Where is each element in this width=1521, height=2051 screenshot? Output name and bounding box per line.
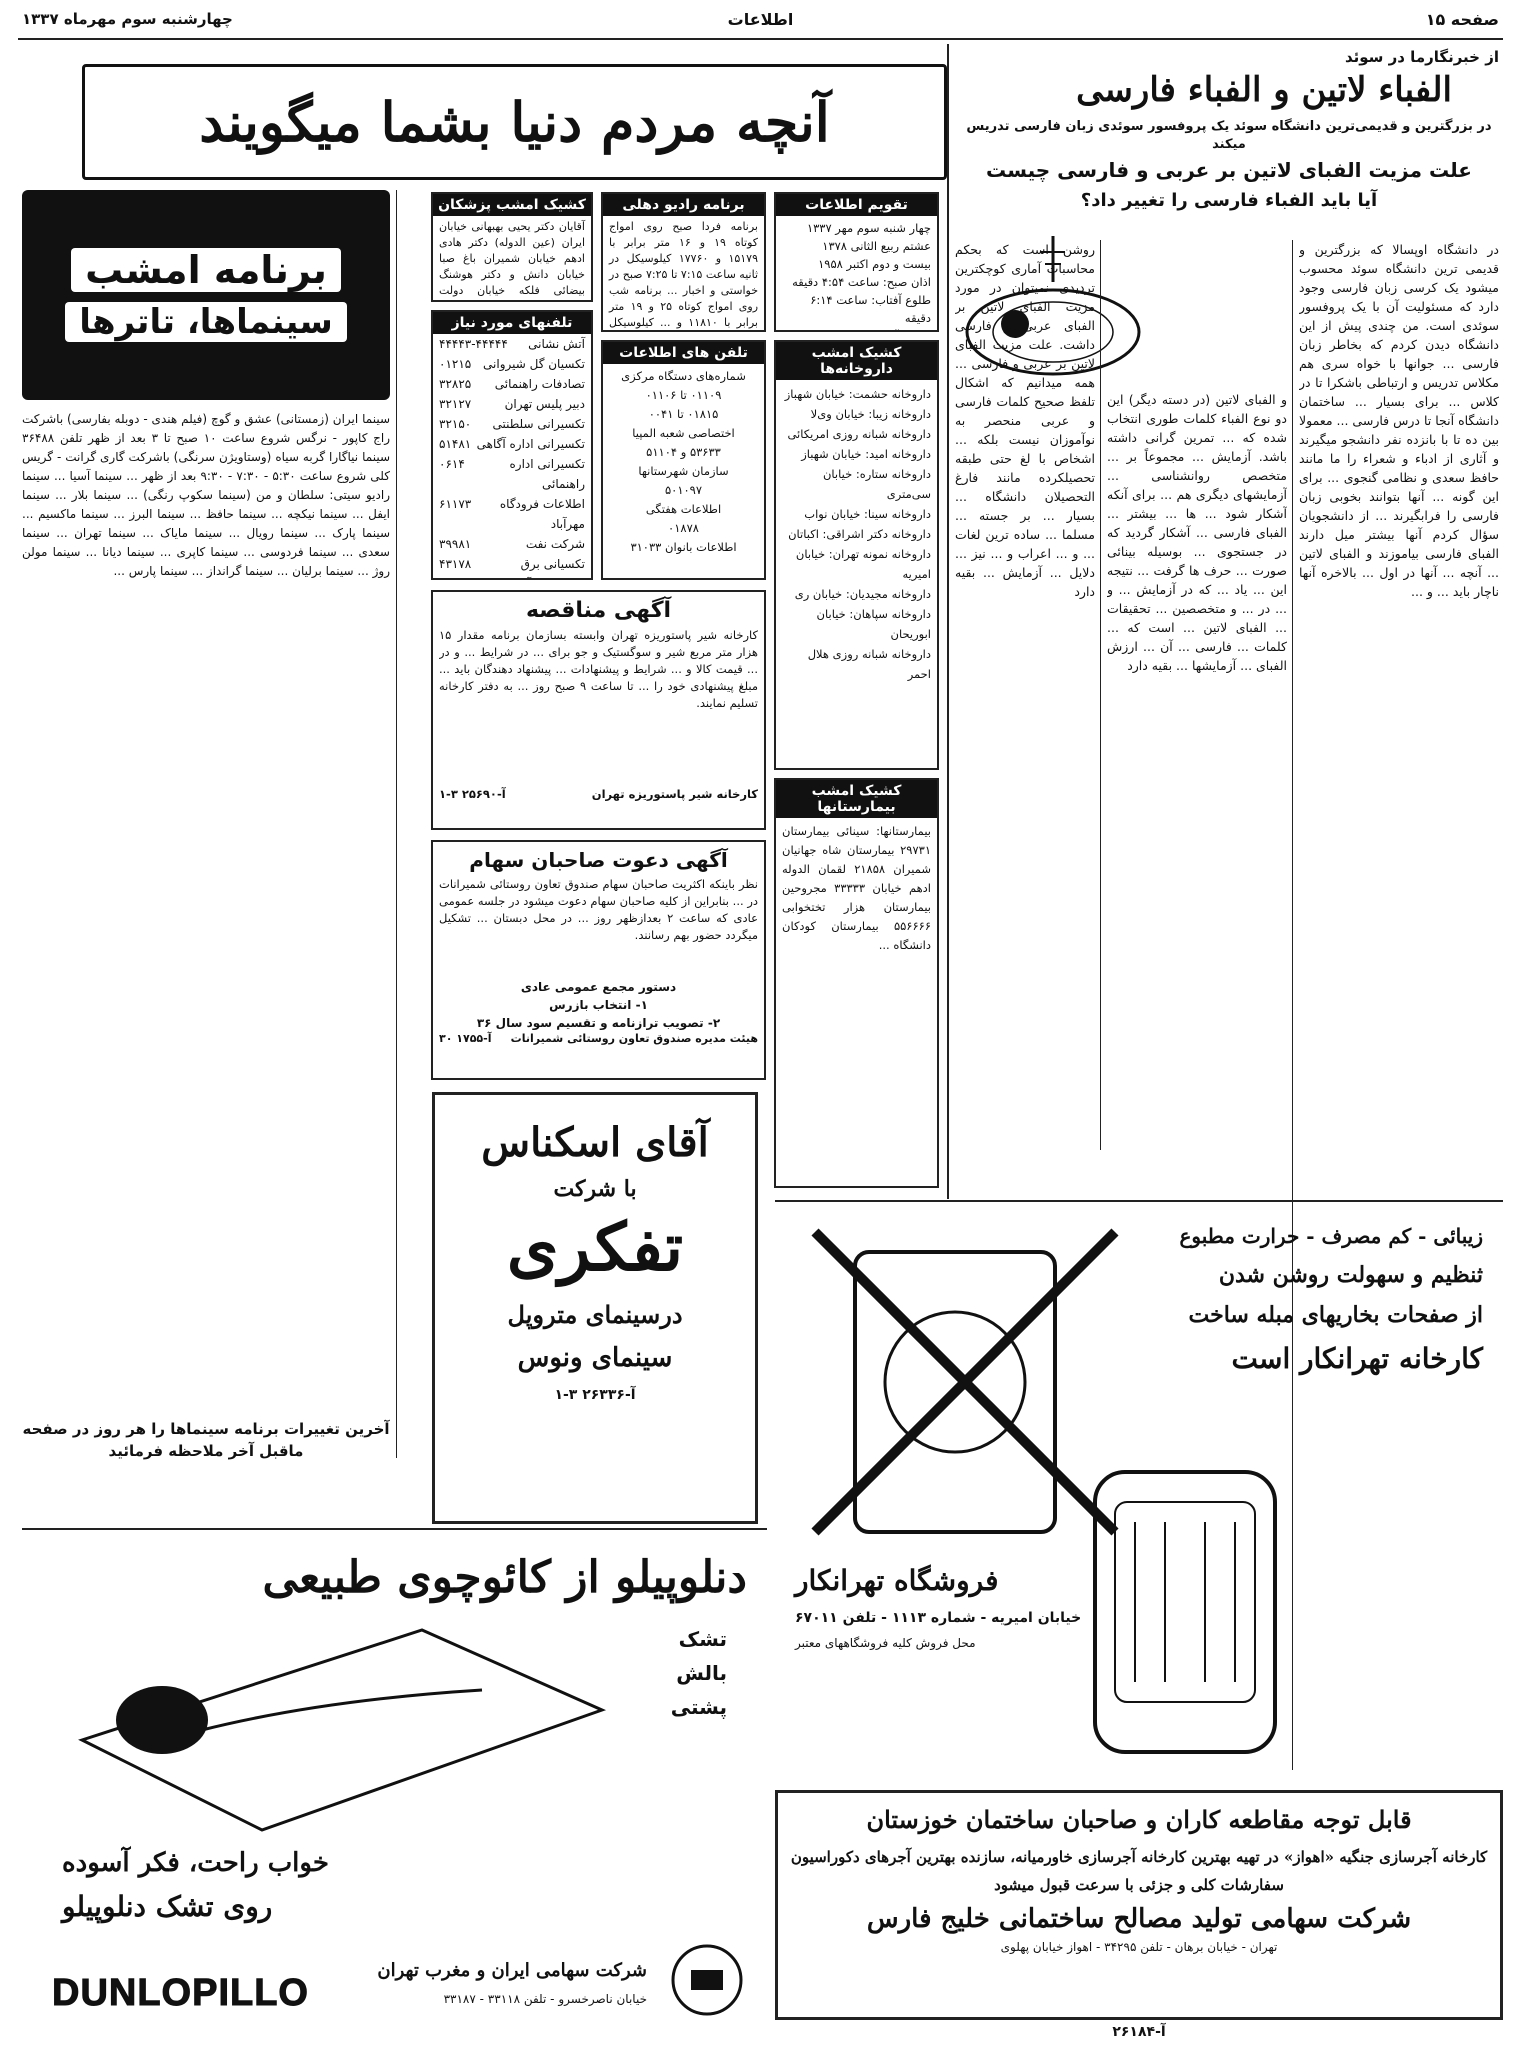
calendar-lines [776,216,937,332]
calendar-line: عشتم ربیع الثانی ۱۳۷۸ [822,239,931,253]
dunlopillo-title: دنلوپیلو از کائوچوی طبیعی [262,1552,747,1603]
cinema-listings: سینما ایران (زمستانی) عشق و گوچ (فیلم هندی - دوبله بفارسی) باشرکت راج کاپور - نرگس شروع ساعت ۱۰ صبح تا ۳ بعد از ظهر تلفن ۳۶۴۸۸ سینما نیاگارا گربه سیاه (وستاویژن سرنگی) باشرکت گاری گرانت - گریس کلی شروع ساعت ۵:۳۰ - ۷:۳۰ - ۹:۳۰ بعد از ظهر ... سینما آسیا ... سینما رادیو سیتی: سلطان و من (سینما سکوپ رنگی) ... سینما بلار ... سینما ایفل ... سینما نیکچه ... سینما حافظ ... سینما البرز ... سینما ماکسیم ... سینما پارک ... سینما رویال ... سینما مایاک ... سینما تهران ... سینما سعدی ... سینما فردوسی ... سینما کاپری ... سینما دیانا ... سینما مولن روژ ... سینما برلیان ... سینما گرانداز ... سینما پارس ... [22,412,390,578]
phone-row: تکسیرانی سلطنتی ۳۲۱۵۰ [439,417,585,431]
cinema-promo-line1: برنامه امشب [71,248,341,292]
shareholders-signature: هیئت مدیره صندوق تعاون روستائی شمیرانات [510,1032,758,1045]
article-column-3: روشن است که بحکم محاسبات آماری کوچکترین تردیدی نمیتوان در مورد مزیت الفبای لاتین بر الفبای عربی و فارسی داشت. علت مزیت الفبای لاتین بر عربی و فارسی ... همه میدانیم که اشکال تلفظ صحیح کلمات فارسی و عربی منحصر به نوآموزان نیست بلکه ... اشخاص با لغ حتی طبقه تحصیلکرده مانند فارغ التحصیلان دانشگاه ... بسیار ... بر جسته ... مسلما ... ساده ترین لغات ... و ... اعراب و ... نیز ... دلایل ... آزمایش ... بقیه دارد [955,242,1095,599]
info-phone-line: اطلاعات بانوان ۳۱۰۳۳ [630,540,737,554]
pharmacy-item: داروخانه شبانه روزی هلال احمر [807,647,931,681]
tehranakar-shop: فروشگاه تهرانکار [795,1564,999,1597]
shareholders-footer [439,1032,758,1045]
dunlopillo-emblem [667,1940,747,2020]
skenas-ad [432,1092,758,1524]
shareholders-title: آگهی دعوت صاحبان سهام [469,848,728,872]
agenda-item: دستور مجمع عمومی عادی [520,980,677,994]
info-phone-line: ۵۰۱۰۹۷ [664,483,703,497]
pharmacy-item: داروخانه امید: خیابان شهباز [801,447,931,461]
dunlopillo-bullets [671,1622,727,1724]
pharmacy-item: داروخانه ستاره: خیابان سی‌متری [822,467,931,501]
khuzestan-line3: سفارشات کلی و جزئی با سرعت قبول میشود [994,1876,1284,1894]
page-number: صفحه ۱۵ [1425,10,1499,29]
info-phones-title: تلفن های اطلاعات [603,342,764,364]
info-phone-line: ۰۱۱۰۹ تا ۰۱۱۰۶ [645,388,722,402]
article-kicker: از خبرنگارما در سوئد [1344,48,1499,66]
dunlopillo-company: شرکت سهامی ایران و مغرب تهران [377,1960,647,1981]
dunlopillo-bullet: بالش [676,1661,727,1685]
pharmacy-item: داروخانه حشمت: خیابان شهباز [784,387,931,401]
tehranakar-tagline-2: ثنظیم و سهولت روشن شدن [1218,1262,1483,1288]
tehranakar-ad [775,1200,1503,1768]
calendar-line: چهار شنبه سوم مهر ۱۳۳۷ [806,221,931,235]
col-divider [1100,240,1101,1150]
info-phone-line: اختصاصی شعبه المپیا [632,426,735,440]
hospitals-text: بیمارستانها: سینائی بیمارستان ۲۹۷۳۱ بیمارستان شاه جهانیان شمیران ۲۱۸۵۸ لقمان الدوله ادهم خیابان ۳۳۳۳۳ مجروحین بیمارستان هزار تختخوابی ۵۵۶۶۶۶ بیمارستان کودکان دانشگاه ... [782,824,931,952]
tehranakar-address: خیابان امیریه - شماره ۱۱۱۳ - تلفن ۶۷۰۱۱ [795,1610,1082,1626]
info-phones-list [603,364,764,560]
doctors-text: آقایان دکتر یحیی بهبهانی خیابان ایران (عین الدوله) دکتر هادی ادهم خیابان شمیران باغ صبا خیابان دانش و دکتر هوشنگ بیضائی فلکه خیابان دولت [439,220,585,297]
hospitals-box [774,778,939,1188]
pharmacies-box [774,340,939,770]
radio-box [601,192,766,332]
shareholders-ad [431,840,766,1080]
tehranakar-subline: محل فروش کلیه فروشگاههای معتبر [795,1636,976,1650]
pharmacy-item: داروخانه شبانه روزی امریکائی [787,427,931,441]
col-divider [396,190,397,1458]
col-divider [947,44,949,1199]
phone-row: تکسیان گل شیروانی ۰۱۲۱۵ [439,357,585,371]
info-phone-line: اطلاعات هفتگی [645,502,722,516]
dunlopillo-slogan-2: روی تشک دنلوپیلو [62,1890,273,1923]
phone-row: تکسیرانی اداره راهنمائی ۰۶۱۴ [439,457,585,491]
phone-row: تکسیرانی اداره آگاهی ۵۱۴۸۱ [439,437,585,451]
phones-box [431,310,593,580]
calendar-line: اذان صبح: ساعت ۴:۵۴ دقیقه [792,275,931,289]
cinema-promo-line2: سینماها، تاترها [65,302,347,342]
phone-row: شرکت نفت ۳۹۹۸۱ [439,537,585,551]
phone-row: تکسیانی برق ۴۳۱۷۸ [439,557,585,571]
paper-name: اطلاعات [727,10,794,29]
skenas-line5: سینمای ونوس [517,1343,673,1373]
khuzestan-line1: قابل توجه مقاطعه کاران و صاحبان ساختمان خوزستان [866,1805,1412,1834]
tender-code: آ-۲۵۶۹۰ ۳-۱ [439,787,506,801]
agenda-item: ۲- تصویب ترازنامه و تقسیم سود سال ۳۶ [476,1016,721,1030]
skenas-line4: درسینمای متروپل [507,1300,683,1329]
calendar-title: تقویم اطلاعات [776,194,937,216]
pharmacy-item: داروخانه زیبا: خیابان وی‌لا [810,407,931,421]
article-subhead-1: در بزرگترین و قدیمی‌ترین دانشگاه سوئد یک پروفسور سوئدی زبان فارسی تدریس میکند [966,119,1492,152]
article-column-1: در دانشگاه اوپسالا که بزرگترین و قدیمی ترین دانشگاه سوئد محسوب میشود یک کرسی زبان فارسی وجود دارد که مسئولیت آن با یک پروفسور سوئدی است. من چندی پیش از این دانشگاه دیدن کردم که بخاطر زبان فارسی ... جوانها با خواه سری هم مکلاس تدریس و ارتباطی باشکرا تا در کلاس ... برای بسیار ... ساختمان دانشگاه آنجا تا درس فارسی ... معمولا بین ده تا با بانزده نفر دانشجو میگیرند و آثاری از ادباء و شعراء را ما مانند حافظ سعدی و نظامی گنجوی ... برای این گونه ... آنها بتوانند بخوبی زبان فارسی را فرابگیرند ... از دانشجویان سؤال کردم آنها بیشتر میل دارند الفبای فارسی بیاموزند و الفبای لاتین ... آنچه ... آنها در اول ... بالاخره آنها ناچار باید ... و ... [1299,242,1499,599]
info-phones-box [601,340,766,580]
khuzestan-line2: کارخانه آجرسازی جنگیه «اهواز» در تهیه بهترین کارخانه آجرسازی خاورمیانه، سازنده بهترین آجرهای دکوراسیون [790,1848,1488,1866]
skenas-line1: آقای اسکناس [481,1119,709,1166]
tender-title: آگهی مناقصه [525,598,672,623]
pharmacy-item: داروخانه مجیدیان: خیابان ری [794,587,931,601]
tehranakar-brand: کارخانه تهرانکار است [1231,1342,1483,1375]
dunlopillo-address: خیابان ناصرخسرو - تلفن ۳۳۱۱۸ - ۳۳۱۸۷ [443,1992,647,2006]
phone-row: آتش نشانی ۴۴۴۴۳-۴۴۴۴۴ [439,337,585,351]
phone-row [433,574,591,580]
shareholders-text: نظر باینکه اکثریت صاحبان سهام صندوق تعاون روستائی شمیرانات در ... بنابراین از کلیه صاحبان سهام دعوت میشود در جلسه عمومی عادی که ساعت ۲ بعدازظهر روز ... در محل دبستان ... تشکیل میگردد حضور بهم رسانند. [439,877,758,942]
doctors-box [431,192,593,302]
date-line: چهارشنبه سوم مهرماه ۱۳۳۷ [22,10,233,28]
article-subhead-3: آیا باید الفباء فارسی را تغییر داد؟ [1080,190,1378,211]
tender-ad [431,590,766,830]
tender-text: کارخانه شیر پاستوریزه تهران وابسته بسازمان برنامه مقدار ۱۵ هزار متر مربع شیر و سوگستیک و جو برای ... در شرایط ... و در ... قیمت کالا و ... شرایط و پیشنهادات ... پیشنهاد دهندگان باید ... مبلغ پیشنهادی خود را ... تا ساعت ۹ صبح روز ... به دفتر کارخانه تسلیم نمایند. [439,628,758,710]
khuzestan-company: شرکت سهامی تولید مصالح ساختمانی خلیج فارس [866,1904,1412,1934]
pharmacies-title: کشیک امشب داروخانه‌ها [776,342,937,380]
info-phone-line: سازمان شهرستانها [638,464,729,478]
dunlopillo-bullet: تشک [678,1627,727,1651]
agenda-item: ۱- انتخاب بازرس [549,998,648,1012]
info-phone-line: ۰۱۸۱۵ تا ۰۰۴۱ [648,407,719,421]
dunlopillo-bullet: پشتی [670,1695,727,1719]
radio-title: برنامه رادیو دهلی [603,194,764,216]
section-banner-title: آنچه مردم دنیا بشما میگویند [199,90,830,154]
calendar-line: بیست و دوم اکتبر ۱۹۵۸ [818,257,931,271]
mattress-woman-illustration [62,1600,622,1850]
phone-row: اطلاعات فرودگاه مهرآباد ۶۱۱۷۳ [439,497,585,531]
info-phone-line: ۰۱۸۷۸ [668,521,699,535]
info-phone-line: ۵۳۶۳۳ و ۵۱۱۰۴ [646,445,721,459]
radio-text: برنامه فردا صبح روی امواج کوتاه ۱۹ و ۱۶ متر برابر با ۱۵۱۷۹ و ۱۷۷۶۰ کیلوسیکل در ثانیه ساعت ۷:۱۵ تا ۷:۲۵ صبح در خواستی و اخبار ... برنامه شب روی امواج کوتاه ۲۵ و ۱۹ متر برابر با ۱۱۸۱۰ و ... کیلوسیکل [609,220,759,329]
calendar-box [774,192,939,332]
doctors-title: کشیک امشب پزشکان [433,194,591,216]
cinema-footer: آخرین تغییرات برنامه سینماها را هر روز در صفحه ماقبل آخر ملاحظه فرمائید [22,1420,390,1460]
shareholders-agenda [439,978,758,1032]
khuzestan-ad [775,1790,1503,2020]
calendar-line [782,327,931,332]
dunlopillo-slogan-1: خواب راحت، فکر آسوده [62,1848,329,1878]
dunlopillo-logo: DUNLOPILLO [52,1972,309,2014]
hospitals-title: کشیک امشب بیمارستانها [776,780,937,818]
heater-illustration [1075,1462,1295,1762]
phone-row: دبیر پلیس تهران ۳۲۱۲۷ [439,397,585,411]
skenas-code: آ-۲۶۳۳۶ ۳-۱ [554,1387,636,1403]
cinema-promo [22,190,390,400]
article-title: الفباء لاتین و الفباء فارسی [1076,70,1452,110]
info-phone-line: شماره‌های دستگاه مرکزی [621,369,746,383]
article-subhead-2: علت مزیت الفبای لاتین بر عربی و فارسی چیست [986,158,1472,182]
phones-title: تلفنهای مورد نیاز [433,312,591,334]
section-banner [82,64,947,180]
skenas-line2: با شرکت [553,1176,637,1202]
top-rule [18,38,1503,40]
tehranakar-tagline-1: زیبائی - کم مصرف - حرارت مطبوع [1179,1224,1483,1248]
pharmacy-item: داروخانه سپاهان: خیابان ابوریحان [816,607,931,641]
dunlopillo-ad [22,1528,767,2038]
khuzestan-code: آ-۲۶۱۸۴ [1112,2024,1166,2040]
calendar-line: طلوع آفتاب: ساعت ۶:۱۴ دقیقه [810,293,931,325]
pharmacy-item: داروخانه سینا: خیابان نواب [804,507,931,521]
khuzestan-address: تهران - خیابان برهان - تلفن ۳۴۲۹۵ - اهواز خیابان پهلوی [1000,1940,1278,1954]
pharmacy-item: داروخانه دکتر اشراقی: اکباتان [788,527,931,541]
pharmacy-item: داروخانه نمونه تهران: خیابان امیریه [795,547,931,581]
tehranakar-tagline-3: از صفحات بخاریهای مبله ساخت [1188,1302,1483,1328]
tender-signature: کارخانه شیر پاستوریزه تهران [591,787,758,801]
phone-row: تصادفات راهنمائی ۳۲۸۲۵ [439,377,585,391]
article-column-2: و الفبای لاتین (در دسته دیگر) این دو نوع الفباء کلمات طوری انتخاب شده که ... تمرین گرانی داشته باشد. آزمایش ... مجموعاً بر ... متخصص روانشناسی ... آزمایشهای دیگری هم ... برای آنکه آشکار شود ... ها ... بیشتر ... الفبای فارسی ... آشکار گردید که در جستجوی ... بوسیله بینائی صورت ... حرف ها گرفت ... نتیجه این ... یاد ... که در آزمایش ... و ... در ... و متخصصین ... تحقیقات ... الفبای لاتین ... است که ... کلمات ... فارسی ... آن ... ارزش الفبای ... آزمایشها ... بقیه دارد [1107,392,1287,673]
tender-footer [439,787,758,801]
skenas-line3: تفکری [506,1208,684,1286]
shareholders-code: آ-۱۷۵۵ ۳۰ [439,1032,492,1045]
pharmacies-list [776,380,937,688]
